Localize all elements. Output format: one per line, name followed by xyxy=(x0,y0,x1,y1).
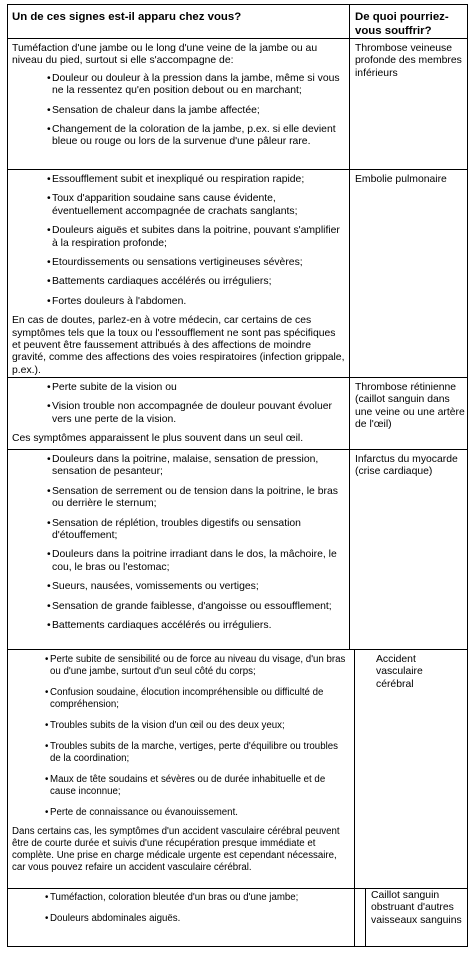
symptom-bullet: • Perte de connaissance ou évanouissement. xyxy=(50,807,348,819)
symptom-bullet: • Douleurs dans la poitrine irradiant dans le dos, la mâchoire, le cou, le bras ou l'estomac; xyxy=(52,549,346,574)
symptom-cell xyxy=(12,174,346,380)
symptom-note: En cas de doutes, parlez-en à votre médecin, car certains de ces symptômes tels que la toux ou l'essoufflement ne sont pas spécifiques et peuvent être faussement attribués à des affections de moindre gravité, comme des affections des voies respiratoires (infection grippale, p.ex.). xyxy=(12,315,345,376)
symptom-bullet: • Battements cardiaques accélérés ou irréguliers. xyxy=(52,620,346,632)
symptom-cell xyxy=(12,454,346,639)
column-divider xyxy=(365,889,366,946)
row-divider xyxy=(8,649,467,650)
symptom-bullet: • Sueurs, nausées, vomissements ou vertiges; xyxy=(52,581,346,593)
symptom-bullet: • Essoufflement subit et inexpliqué ou respiration rapide; xyxy=(52,174,346,186)
diagnosis-pulmonary-embolism: Embolie pulmonaire xyxy=(355,174,447,185)
symptom-bullet: • Douleur ou douleur à la pression dans la jambe, même si vous ne la ressentez qu'en position debout ou en marchant; xyxy=(52,73,346,98)
symptom-bullet: • Fortes douleurs à l'abdomen. xyxy=(52,296,346,308)
diagnosis-stroke: Accident vasculaire cérébral xyxy=(376,654,423,690)
symptom-bullet: • Confusion soudaine, élocution incompréhensible ou difficulté de compréhension; xyxy=(50,687,348,711)
row-divider xyxy=(8,449,467,450)
symptom-note: Dans certains cas, les symptômes d'un accident vasculaire cérébral peuvent être de courte durée et suivis d'une récupération presque immédiate et complète. Une prise en charge médicale urgente est cependant nécessaire, car vous pouvez refaire un accident vasculaire cérébral. xyxy=(12,826,340,873)
symptom-bullet: • Sensation de grande faiblesse, d'angoisse ou essoufflement; xyxy=(52,601,346,613)
column-divider xyxy=(349,5,350,649)
symptom-cell xyxy=(12,892,358,934)
symptom-note: Ces symptômes apparaissent le plus souvent dans un seul œil. xyxy=(12,433,304,445)
symptom-bullet: • Perte subite de sensibilité ou de force au niveau du visage, d'un bras ou d'une jambe, surtout d'un seul côté du corps; xyxy=(50,654,348,678)
symptom-cell xyxy=(12,382,346,449)
symptom-bullet: • Douleurs aiguës et subites dans la poitrine, pouvant s'amplifier à la respiration profonde; xyxy=(52,225,346,250)
row-divider xyxy=(8,169,467,170)
symptom-cell xyxy=(12,654,348,877)
diagnosis-other-clot: Caillot sanguin obstruant d'autres vaisseaux sanguins xyxy=(371,890,462,926)
diagnosis-retinal-thrombosis: Thrombose rétinienne (caillot sanguin dans une veine ou une artère de l'œil) xyxy=(355,382,465,431)
symptom-bullet: • Sensation de réplétion, troubles digestifs ou sensation d'étouffement; xyxy=(52,518,346,543)
symptom-bullet: • Battements cardiaques accélérés ou irréguliers; xyxy=(52,276,346,288)
row-divider xyxy=(8,888,467,889)
symptom-intro: Tuméfaction d'une jambe ou le long d'une veine de la jambe ou au niveau du pied, surtout si elle s'accompagne de: xyxy=(12,43,318,67)
symptom-bullet: • Tuméfaction, coloration bleutée d'un bras ou d'une jambe; xyxy=(50,892,358,904)
column-header-symptoms: Un de ces signes est-il apparu chez vous? xyxy=(12,11,242,23)
symptom-bullet: • Douleurs abdominales aiguës. xyxy=(50,913,358,925)
header-divider xyxy=(8,38,467,39)
symptom-bullet: • Maux de tête soudains et sévères ou de durée inhabituelle et de cause inconnue; xyxy=(50,774,348,798)
symptom-bullet: • Perte subite de la vision ou xyxy=(52,382,346,394)
symptom-bullet: • Sensation de chaleur dans la jambe affectée; xyxy=(52,105,346,117)
symptom-bullet: • Sensation de serrement ou de tension dans la poitrine, le bras ou derrière le sternum; xyxy=(52,486,346,511)
diagnosis-dvt: Thrombose veineuse profonde des membres inférieurs xyxy=(355,43,462,79)
symptom-bullet: • Vision trouble non accompagnée de douleur pouvant évoluer vers une perte de la vision. xyxy=(52,401,346,426)
symptom-bullet: • Troubles subits de la marche, vertiges, perte d'équilibre ou troubles de la coordination; xyxy=(50,741,348,765)
symptom-cell xyxy=(12,43,346,156)
diagnosis-myocardial-infarction: Infarctus du myocarde (crise cardiaque) xyxy=(355,454,458,478)
symptom-bullet: • Toux d'apparition soudaine sans cause évidente, éventuellement accompagnée de crachats sanglants; xyxy=(52,193,346,218)
symptoms-table xyxy=(7,4,468,947)
symptom-bullet: • Douleurs dans la poitrine, malaise, sensation de pression, sensation de pesanteur; xyxy=(52,454,346,479)
symptom-bullet: • Troubles subits de la vision d'un œil ou des deux yeux; xyxy=(50,720,348,732)
column-header-diagnosis: De quoi pourriez-vous souffrir? xyxy=(355,11,449,37)
symptom-bullet: • Changement de la coloration de la jambe, p.ex. si elle devient bleue ou rouge ou lors de la survenue d'une pâleur rare. xyxy=(52,124,346,149)
symptom-bullet: • Etourdissements ou sensations vertigineuses sévères; xyxy=(52,257,346,269)
